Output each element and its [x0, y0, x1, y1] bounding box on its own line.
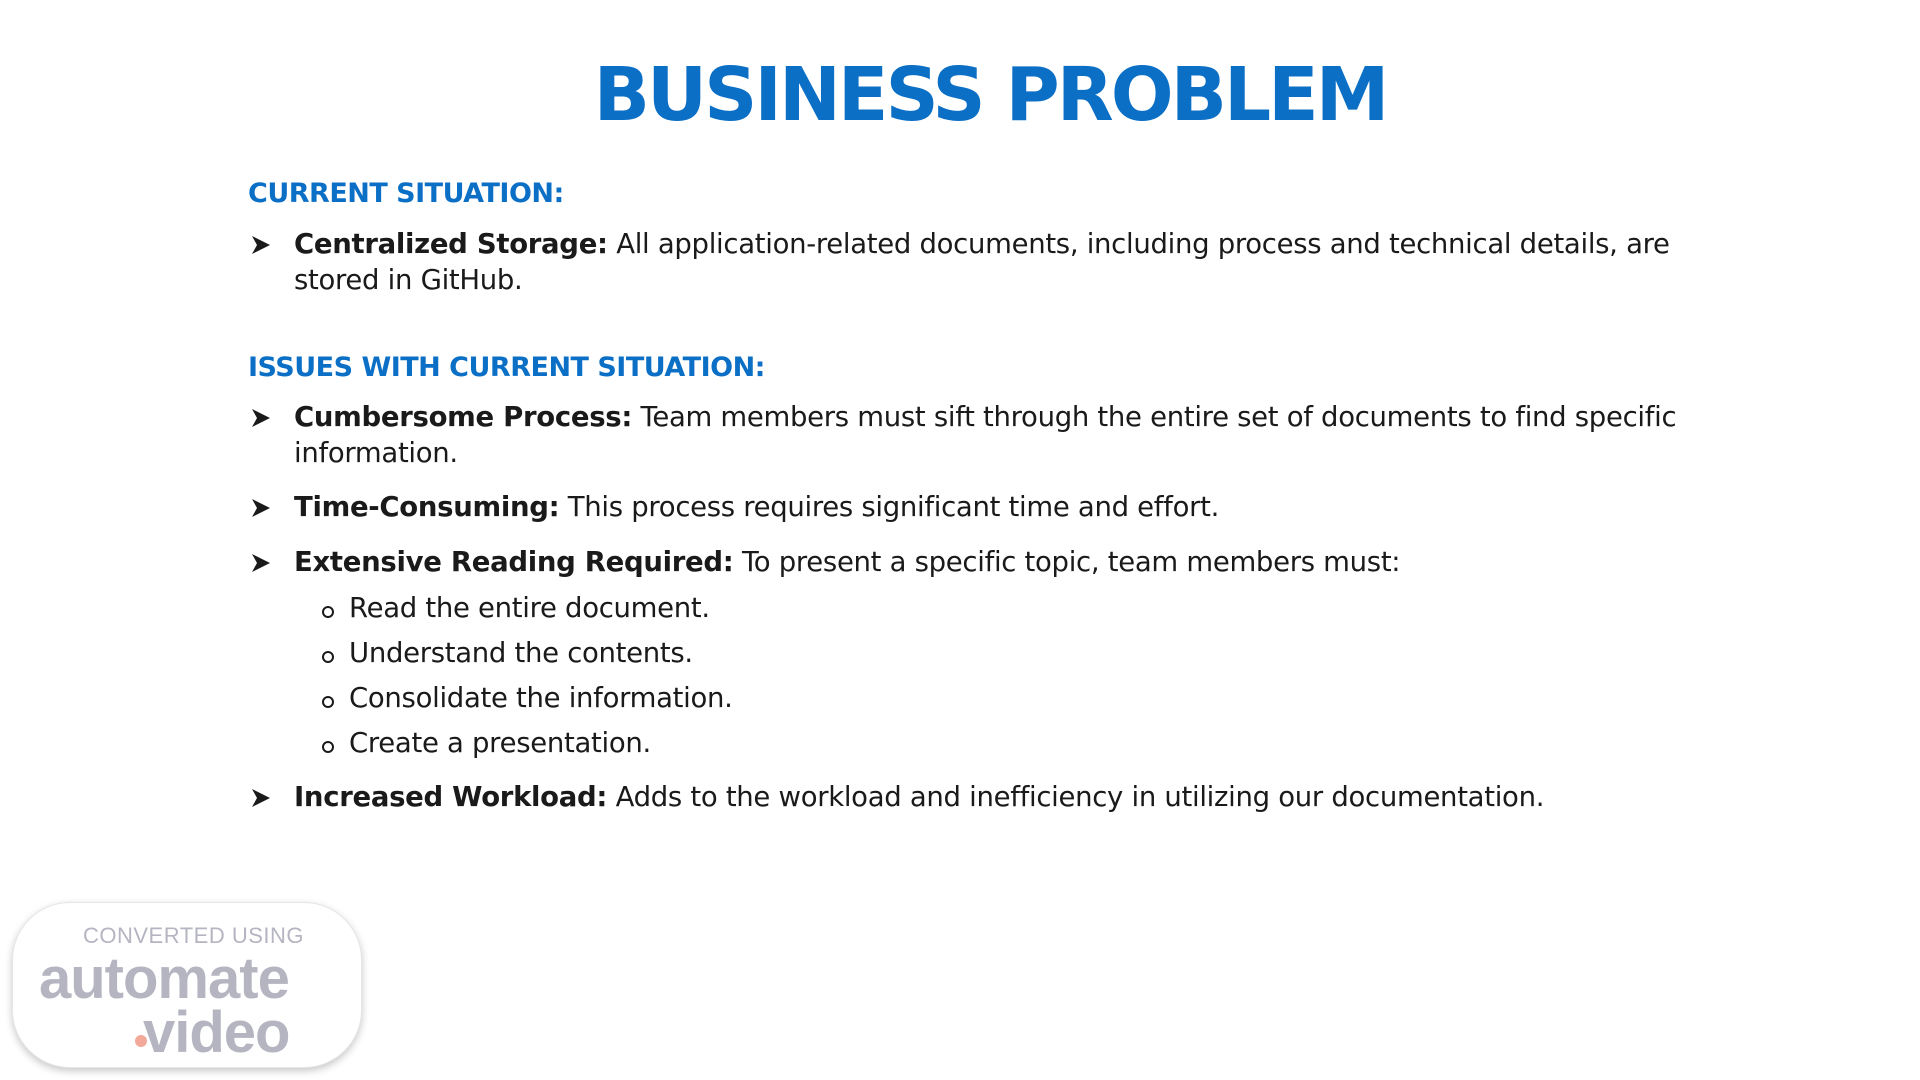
- bullet-list-issues: [248, 399, 1708, 815]
- bullet-label: Centralized Storage:: [294, 228, 608, 260]
- sub-item-understand-contents: [322, 635, 1708, 671]
- sub-list-reading-steps: [248, 590, 1708, 761]
- arrow-bullet-icon: [250, 497, 272, 519]
- bullet-cumbersome-process: [248, 399, 1708, 471]
- bullet-label: Increased Workload:: [294, 781, 608, 813]
- bullet-text: Team members must sift through the entire set of documents to find specific information.: [294, 401, 1677, 469]
- watermark-logo-word: automate: [39, 946, 289, 1011]
- bullet-list-current-situation: [248, 226, 1708, 298]
- section-heading-current-situation: CURRENT SITUATION:: [248, 178, 564, 209]
- bullet-text: To present a specific topic, team members must:: [733, 546, 1401, 578]
- sub-item-create-presentation: [322, 725, 1708, 761]
- bullet-label: Extensive Reading Required:: [294, 546, 734, 578]
- slide-title: BUSINESS PROBLEM: [593, 52, 1387, 138]
- hollow-circle-icon: [322, 606, 334, 618]
- bullet-extensive-reading: [248, 544, 1708, 761]
- bullet-label: Time-Consuming:: [294, 491, 560, 523]
- section-heading-issues: ISSUES WITH CURRENT SITUATION:: [248, 352, 765, 383]
- sub-item-consolidate: [322, 680, 1708, 716]
- arrow-bullet-icon: [250, 787, 272, 809]
- hollow-circle-icon: [322, 696, 334, 708]
- slide-content: [248, 178, 1708, 815]
- sub-item-read-document: [322, 590, 1708, 626]
- arrow-bullet-icon: [250, 552, 272, 574]
- hollow-circle-icon: [322, 741, 334, 753]
- bullet-increased-workload: [248, 779, 1708, 815]
- watermark-logo-suffix: video: [143, 1000, 290, 1065]
- arrow-bullet-icon: [250, 234, 272, 256]
- bullet-text: All application-related documents, including process and technical details, are stored in GitHub.: [294, 228, 1670, 296]
- bullet-time-consuming: [248, 489, 1708, 525]
- watermark-caption: CONVERTED USING: [83, 923, 305, 948]
- arrow-bullet-icon: [250, 407, 272, 429]
- sub-item-text: Understand the contents.: [349, 637, 693, 669]
- sub-item-text: Consolidate the information.: [349, 682, 733, 714]
- bullet-text: This process requires significant time and effort.: [559, 491, 1220, 523]
- sub-item-text: Create a presentation.: [349, 727, 651, 759]
- hollow-circle-icon: [322, 651, 334, 663]
- watermark-badge: [12, 902, 362, 1068]
- sub-item-text: Read the entire document.: [349, 592, 710, 624]
- bullet-centralized-storage: [248, 226, 1708, 298]
- bullet-text: Adds to the workload and inefficiency in utilizing our documentation.: [607, 781, 1545, 813]
- bullet-label: Cumbersome Process:: [294, 401, 633, 433]
